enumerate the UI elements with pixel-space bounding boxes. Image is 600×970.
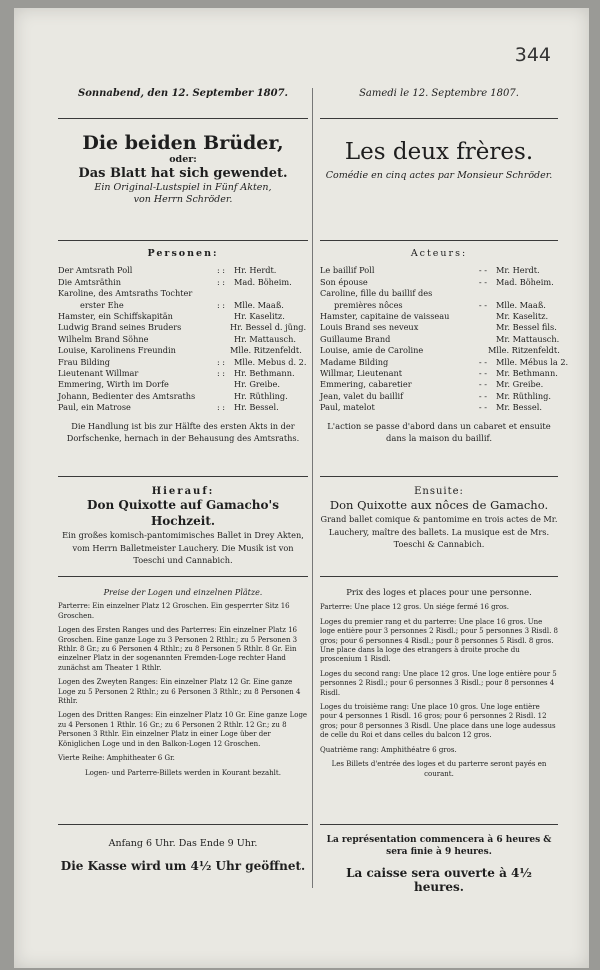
role: Die Amtsräthin <box>58 276 122 287</box>
actor: Mlle. Maaß. <box>496 299 546 310</box>
cast-row <box>58 334 308 345</box>
page-number: 344 <box>514 44 551 66</box>
column-divider <box>312 88 313 888</box>
cast-row <box>58 345 308 356</box>
role: Le baillif Poll <box>320 265 375 276</box>
cast-row <box>320 334 558 345</box>
price-item: Les Billets d'entrée des loges et du parterre seront payés en courant. <box>331 760 547 778</box>
cast-row: Madame Bilding - - Mlle. Mébus la 2. <box>320 356 569 367</box>
french-start: La représentation commencera à 6 heures & sera finie à 9 heures. <box>326 835 552 857</box>
cast-row: Le baillif Poll - - Mr. Herdt. <box>320 265 558 276</box>
french-prices <box>320 588 558 779</box>
actor: Mr. Bessel fils. <box>496 322 557 333</box>
german-title-block <box>58 132 308 206</box>
actor: Mr. Rüthling. <box>496 390 551 401</box>
role: Louis Brand ses neveux <box>320 322 419 333</box>
cast-row <box>58 311 308 322</box>
german-hierauf: Hierauf: <box>151 486 215 497</box>
actor: Mlle. Ritzenfeldt. <box>488 345 560 356</box>
price-item: Logen- und Parterre-Billets werden in Kourant bezahlt. <box>85 768 281 777</box>
price-item: Parterre: Ein einzelner Platz 12 Groschen. Ein gesperrter Sitz 16 Groschen. <box>58 602 290 620</box>
role: Caroline, fille du baillif des <box>320 288 433 299</box>
divider <box>58 824 308 825</box>
role: Ludwig Brand seines Bruders <box>58 322 182 333</box>
cast-row <box>58 379 308 390</box>
cast-row: Paul, matelot - - Mr. Bessel. <box>320 402 558 413</box>
cast-row: Frau Bilding : : Mlle. Mebus d. 2. <box>58 356 307 367</box>
cast-row <box>320 345 558 356</box>
role: Hamster, capitaine de vaisseau <box>320 311 450 322</box>
actor: Mr. Greibe. <box>496 379 544 390</box>
german-cast-heading: Personen: <box>147 248 219 259</box>
role: Lieutenant Willmar <box>58 368 139 379</box>
divider <box>58 576 308 577</box>
actor: Mlle. Mébus la 2. <box>496 356 569 367</box>
actor: Hr. Kaselitz. <box>234 311 285 322</box>
divider <box>320 118 558 119</box>
actor: Mr. Bessel. <box>496 402 542 413</box>
french-genre: Comédie en cinq actes par Monsieur Schröder. <box>325 170 553 181</box>
french-ballet-title: Don Quixotte aux nôces de Gamacho. <box>329 498 549 512</box>
price-item: Logen des Dritten Ranges: Ein einzelner Platz 10 Gr. Eine ganze Loge zu 4 Personen 1 Rthlr. 16 Gr.; zu 6 Personen 2 Rthlr. 12 Gr.; zu 8 Personen 3 Rthlr. Ein einzelner Platz in einer Loge über der Königlichen Loge und in den Balkon-Logen 12 Groschen. <box>58 711 308 748</box>
role: Der Amtsrath Poll <box>58 265 133 276</box>
german-genre: Ein Original-Lustspiel in Fünf Akten, <box>94 182 272 193</box>
german-prices-heading: Preise der Logen und einzelnen Plätze. <box>103 588 263 597</box>
cast-row: Der Amtsrath Poll : : Hr. Herdt. <box>58 265 308 276</box>
actor: Hr. Mattausch. <box>234 333 297 344</box>
role: Louise, amie de Caroline <box>320 345 424 356</box>
role: Son épouse <box>320 276 368 287</box>
actor <box>496 288 558 299</box>
french-setting: L'action se passe d'abord dans un cabaret et ensuite dans la maison du baillif. <box>327 420 551 443</box>
french-ensuite: Ensuite: <box>414 486 464 497</box>
actor: Mr. Kaselitz. <box>496 311 549 322</box>
german-cast <box>58 248 308 444</box>
price-item: Parterre: Une place 12 gros. Un siége fermé 16 gros. <box>320 603 509 612</box>
cast-row: erster Ehe : : Mlle. Maaß. <box>58 300 308 311</box>
actor: Hr. Herdt. <box>234 265 277 276</box>
role: Willmar, Lieutenant <box>320 368 403 379</box>
price-item: Loges du premier rang et du parterre: Une place 16 gros. Une loge entière pour 3 personnes 2 Risdl.; pour 5 personnes 3 Risdl. 8 gros; pour 6 personnes 4 Risdl.; pour 8 personnes 5 Risdl. 8 gros. Une place dans la loge des etrangers à droite proche du proscenium 1 Risdl. <box>320 617 558 664</box>
french-box-office: La caisse sera ouverte à 4½ heures. <box>346 866 532 894</box>
actor: Hr. Rüthling. <box>234 390 288 401</box>
actor: Mlle. Ritzenfeldt. <box>230 345 302 356</box>
actor: Mad. Böheim. <box>496 276 554 287</box>
role: premières nôces <box>334 299 403 310</box>
french-date: Samedi le 12. Septembre 1807. <box>359 88 519 99</box>
actor: Mr. Herdt. <box>496 265 540 276</box>
role: Paul, matelot <box>320 402 375 413</box>
price-item: Logen des Ersten Ranges und des Parterres: Ein einzelner Platz 16 Groschen. Eine ganze Loge zu 3 Personen 2 Rthlr.; zu 5 Personen 3 Rthlr. 8 Gr.; zu 6 Personen 4 Rthlr.; zu 8 Personen 5 Rthlr. 8 Gr. Ein einzelner Platz in der sogenannten Fremden-Loge rechter Hand zunächst am Theater 1 Rthlr. <box>58 626 298 672</box>
role: Emmering, Wirth im Dorfe <box>58 379 169 390</box>
german-oder: oder: <box>169 154 197 165</box>
german-start: Anfang 6 Uhr. Das Ende 9 Uhr. <box>108 838 258 849</box>
divider <box>58 476 308 477</box>
price-item: Loges du troisième rang: Une place 10 gros. Une loge entière pour 4 personnes 1 Risdl. 16 gros; pour 6 personnes 2 Risdl. 12 gros; pour 8 personnes 3 Risdl. Une place dans une loge audessus de celle du Roi et dans celles du balcon 12 gros. <box>320 703 556 740</box>
german-box-office: Die Kasse wird um 4½ Uhr geöffnet. <box>60 859 306 873</box>
cast-row: premières nôces - - Mlle. Maaß. <box>320 300 558 311</box>
role: Guillaume Brand <box>320 333 391 344</box>
german-column <box>58 88 308 99</box>
german-prices <box>58 588 308 778</box>
role: Paul, ein Matrose <box>58 402 131 413</box>
role: Frau Bilding <box>58 356 110 367</box>
german-subtitle: Das Blatt hat sich gewendet. <box>78 166 288 181</box>
cast-row <box>58 288 308 299</box>
french-title: Les deux frères. <box>344 139 534 165</box>
french-times <box>320 834 558 894</box>
role: Louise, Karolinens Freundin <box>58 345 176 356</box>
german-ballet-desc: Ein großes komisch-pantomimisches Ballet in Drey Akten, vom Herrn Balletmeister Lauchery. Die Musik ist von Toeschi und Cannabich. <box>62 530 304 565</box>
cast-row <box>58 391 308 402</box>
cast-row: Son épouse - - Mad. Böheim. <box>320 277 558 288</box>
french-prices-heading: Prix des loges et places pour une personne. <box>346 587 532 597</box>
role: Hamster, ein Schiffskapitän <box>58 311 173 322</box>
cast-row: Jean, valet du baillif - - Mr. Rüthling. <box>320 391 558 402</box>
cast-row: Willmar, Lieutenant - - Mr. Bethmann. <box>320 368 558 379</box>
divider <box>58 118 308 119</box>
cast-row: Emmering, cabaretier - - Mr. Greibe. <box>320 379 558 390</box>
role: Wilhelm Brand Söhne <box>58 333 149 344</box>
german-ballet <box>58 486 308 567</box>
cast-row <box>320 311 558 322</box>
actor: Mr. Mattausch. <box>496 333 560 344</box>
french-ballet <box>320 486 558 551</box>
price-item: Quatrième rang: Amphithéatre 6 gros. <box>320 745 457 754</box>
german-times <box>58 838 308 873</box>
cast-row: Lieutenant Willmar : : Hr. Bethmann. <box>58 368 308 379</box>
actor: Mlle. Maaß. <box>234 299 284 310</box>
actor: Hr. Bessel d. jüng. <box>230 322 307 333</box>
price-item: Vierte Reihe: Amphitheater 6 Gr. <box>58 754 175 763</box>
french-ballet-desc: Grand ballet comique & pantomime en trois actes de Mr. Lauchery, maître des ballets. La musique est de Mrs. Toeschi & Cannabich. <box>320 514 558 549</box>
french-cast <box>320 248 569 444</box>
actor: Hr. Bethmann. <box>234 368 295 379</box>
role: erster Ehe <box>80 299 124 310</box>
cast-row <box>58 322 308 333</box>
cast-row <box>320 288 558 299</box>
cast-row: Die Amtsräthin : : Mad. Böheim. <box>58 277 308 288</box>
role: Jean, valet du baillif <box>320 390 404 401</box>
role: Madame Bilding <box>320 356 389 367</box>
divider <box>320 576 558 577</box>
cast-row: Paul, ein Matrose : : Hr. Bessel. <box>58 402 308 413</box>
german-title: Die beiden Brüder, <box>82 132 284 154</box>
divider <box>320 240 558 241</box>
actor <box>234 288 308 299</box>
divider <box>320 476 558 477</box>
price-item: Logen des Zweyten Ranges: Ein einzelner Platz 12 Gr. Eine ganze Loge zu 5 Personen 2 Rthlr.; zu 6 Personen 3 Rthlr.; zu 8 Personen 4 Rthlr. <box>58 678 301 706</box>
french-cast-heading: Acteurs: <box>410 248 468 259</box>
german-ballet-title: Don Quixotte auf Gamacho's Hochzeit. <box>87 498 279 528</box>
actor: Mad. Böheim. <box>234 276 292 287</box>
french-title-block <box>320 138 558 182</box>
role: Karoline, des Amtsraths Tochter <box>58 288 193 299</box>
cast-row <box>320 322 558 333</box>
actor: Hr. Greibe. <box>234 379 280 390</box>
divider <box>58 240 308 241</box>
german-setting: Die Handlung ist bis zur Hälfte des ersten Akts in der Dorfschenke, hernach in der Behausung des Amtsraths. <box>66 420 300 443</box>
german-author: von Herrn Schröder. <box>133 194 233 205</box>
actor: Mr. Bethmann. <box>496 368 558 379</box>
french-column <box>320 88 558 99</box>
price-item: Loges du second rang: Une place 12 gros. Une loge entière pour 5 personnes 2 Risdl.; pour 6 personnes 3 Risdl.; pour 8 personnes 4 Risdl. <box>320 669 557 697</box>
role: Emmering, cabaretier <box>320 379 412 390</box>
actor: Mlle. Mebus d. 2. <box>234 356 307 367</box>
role: Johann, Bedienter des Amtsraths <box>58 390 196 401</box>
german-date: Sonnabend, den 12. September 1807. <box>77 88 289 99</box>
actor: Hr. Bessel. <box>234 402 279 413</box>
playbill-sheet <box>14 8 589 968</box>
divider <box>320 824 558 825</box>
